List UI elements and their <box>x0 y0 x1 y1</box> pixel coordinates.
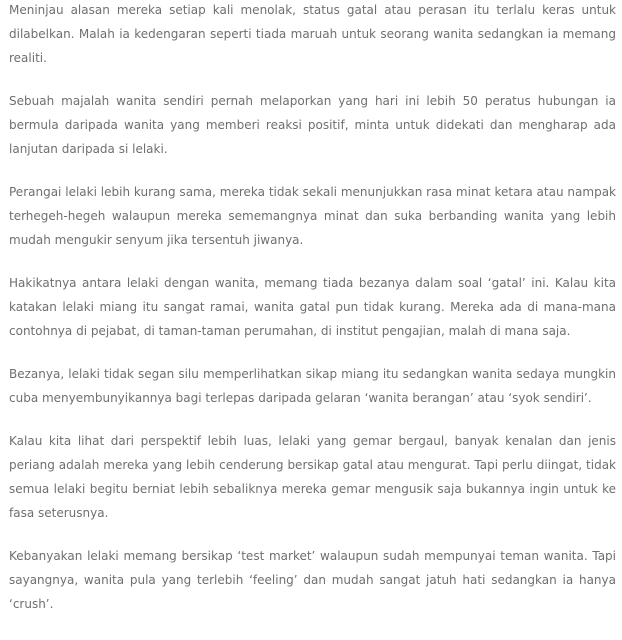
paragraph-4: Hakikatnya antara lelaki dengan wanita, memang tiada bezanya dalam soal ‘gatal’ ini. Kalau kita katakan lelaki miang itu sangat ramai, wanita gatal pun tidak kurang. Mereka ada di mana-mana contohnya di pejabat, di taman-taman perumahan, di institut pengajian, malah di mana saja. <box>9 276 616 338</box>
paragraph-2: Sebuah majalah wanita sendiri pernah melaporkan yang hari ini lebih 50 peratus hubungan ia bermula daripada wanita yang memberi reaksi positif, minta untuk didekati dan mengharap ada lanjutan daripada si lelaki. <box>9 94 616 156</box>
paragraph-6: Kalau kita lihat dari perspektif lebih luas, lelaki yang gemar bergaul, banyak kenalan dan jenis periang adalah mereka yang lebih cenderung bersikap gatal atau mengurat. Tapi perlu diingat, tidak semua lelaki begitu berniat lebih sebaliknya mereka gemar mengusik saja bukannya ingin untuk ke fasa seterusnya. <box>9 434 616 520</box>
paragraph-1: Meninjau alasan mereka setiap kali menolak, status gatal atau perasan itu terlalu keras untuk dilabelkan. Malah ia kedengaran seperti tiada maruah untuk seorang wanita sedangkan ia memang realiti. <box>9 3 616 65</box>
paragraph-5: Bezanya, lelaki tidak segan silu memperlihatkan sikap miang itu sedangkan wanita sedaya mungkin cuba menyembunyikannya bagi terlepas daripada gelaran ‘wanita berangan’ atau ‘syok sendiri’. <box>9 367 616 405</box>
paragraph-3: Perangai lelaki lebih kurang sama, mereka tidak sekali menunjukkan rasa minat ketara atau nampak terhegeh-hegeh walaupun mereka sememangnya minat dan suka berbanding wanita yang lebih mudah mengukir senyum jika tersentuh jiwanya. <box>9 185 616 247</box>
paragraph-7: Kebanyakan lelaki memang bersikap ‘test market’ walaupun sudah mempunyai teman wanita. Tapi sayangnya, wanita pula yang terlebih ‘feeling’ dan mudah sangat jatuh hati sedangkan ia hanya ‘crush’. <box>9 549 616 611</box>
